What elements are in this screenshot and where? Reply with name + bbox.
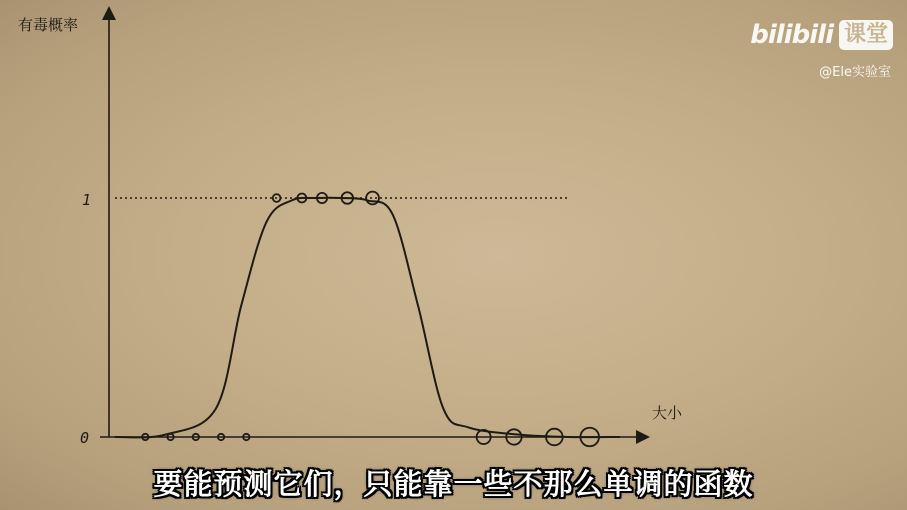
- y-tick-label-1: 1: [82, 191, 92, 209]
- y-axis-label: 有毒概率: [18, 16, 79, 34]
- bilibili-logo: [750, 20, 893, 50]
- x-axis-arrow: [636, 430, 650, 444]
- y-tick-label-0: 0: [80, 429, 90, 447]
- x-axis-label: 大小: [652, 404, 683, 422]
- subtitle-caption: 要能预测它们，只能靠一些不那么单调的函数: [153, 467, 754, 501]
- probability-curve: [115, 198, 620, 438]
- y-axis-arrow: [102, 6, 116, 20]
- logo-text: bilibili: [750, 20, 833, 50]
- logo-badge: 课堂: [839, 20, 893, 50]
- data-point: [366, 192, 379, 205]
- data-points: [142, 192, 599, 447]
- author-watermark: @Ele实验室: [819, 65, 891, 80]
